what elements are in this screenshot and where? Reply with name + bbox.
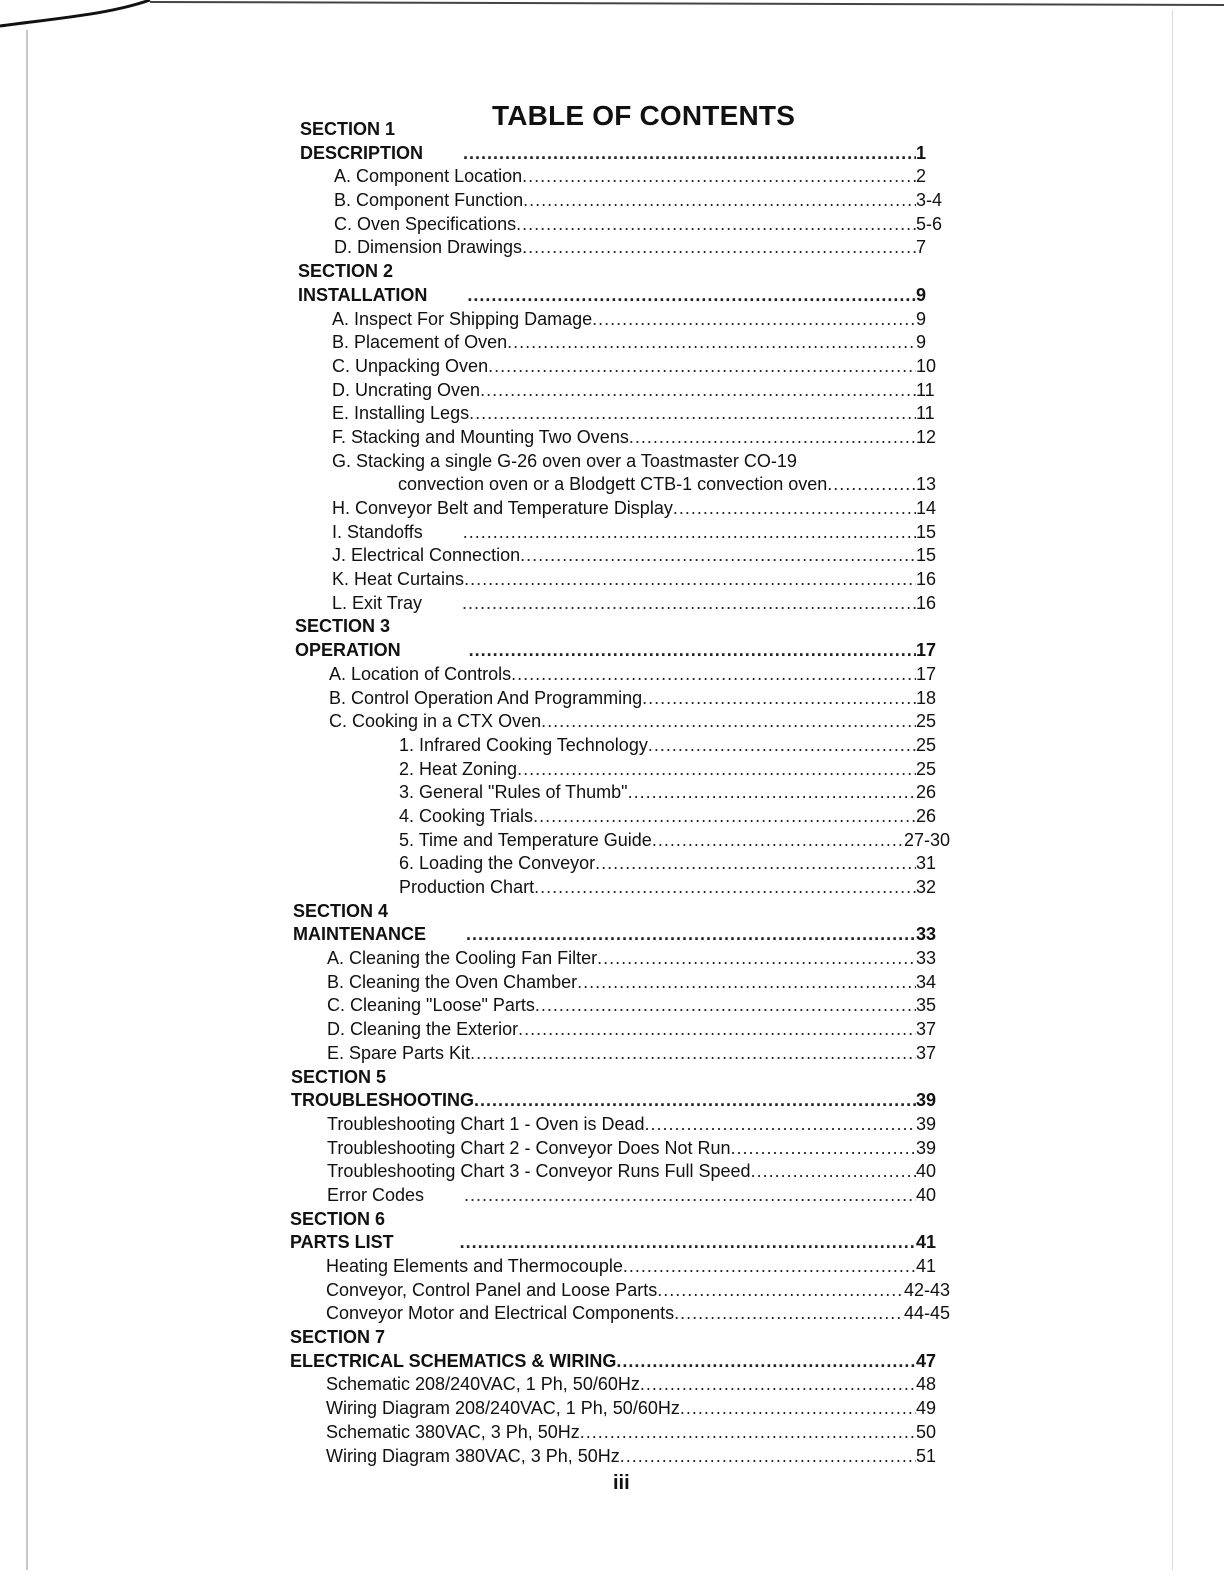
dot-leader bbox=[640, 1373, 916, 1397]
entry-page: 35 bbox=[916, 995, 937, 1016]
section-3 bbox=[295, 615, 950, 899]
dot-leader bbox=[628, 781, 916, 805]
entry-text: 1. Infrared Cooking Technology bbox=[399, 734, 648, 755]
section-heading: MAINTENANCE bbox=[293, 924, 426, 945]
dot-leader bbox=[523, 189, 916, 213]
entry-text: 5. Time and Temperature Guide bbox=[399, 829, 652, 850]
toc-entry bbox=[298, 521, 950, 545]
entry-text: Schematic 380VAC, 3 Ph, 50Hz bbox=[326, 1421, 580, 1442]
section-heading-row bbox=[300, 142, 950, 166]
dot-leader bbox=[516, 213, 916, 237]
entry-text: L. Exit Tray bbox=[332, 592, 423, 613]
entry-page: 40 bbox=[916, 1184, 937, 1205]
entry-text: C. Oven Specifications bbox=[334, 213, 517, 234]
section-page: 33 bbox=[916, 924, 937, 945]
toc-entry bbox=[290, 1421, 950, 1445]
toc-entry bbox=[295, 663, 950, 687]
dot-leader bbox=[511, 663, 916, 687]
dot-leader bbox=[507, 331, 916, 355]
section-2 bbox=[298, 260, 950, 615]
dot-leader bbox=[488, 355, 916, 379]
entry-page: 39 bbox=[916, 1113, 937, 1134]
page-title: TABLE OF CONTENTS bbox=[492, 100, 796, 131]
dot-leader bbox=[470, 1042, 916, 1066]
entry-page: 49 bbox=[916, 1398, 937, 1419]
toc-entry bbox=[295, 710, 950, 734]
dot-leader bbox=[674, 1302, 904, 1326]
section-heading-row bbox=[293, 923, 950, 947]
toc-entry bbox=[290, 1279, 950, 1303]
entry-page: 26 bbox=[916, 805, 937, 826]
dot-leader bbox=[620, 1445, 916, 1469]
entry-page: 44-45 bbox=[903, 1303, 950, 1324]
entry-text: D. Cleaning the Exterior bbox=[327, 1019, 519, 1040]
toc-entry bbox=[300, 189, 950, 213]
entry-page: 5-6 bbox=[916, 213, 943, 234]
scan-edge-left bbox=[26, 30, 28, 1570]
dot-leader bbox=[642, 687, 916, 711]
entry-text: Troubleshooting Chart 1 - Oven is Dead bbox=[327, 1113, 645, 1134]
dot-leader bbox=[460, 1231, 916, 1255]
section-heading: PARTS LIST bbox=[290, 1232, 394, 1253]
dot-leader bbox=[517, 758, 916, 782]
toc-entry bbox=[290, 1302, 950, 1326]
toc-entry bbox=[295, 781, 950, 805]
entry-text: convection oven or a Blodgett CTB-1 convection oven bbox=[398, 474, 828, 495]
entry-page: 18 bbox=[916, 687, 937, 708]
toc-entry bbox=[295, 758, 950, 782]
section-1 bbox=[300, 118, 950, 260]
table-of-contents bbox=[290, 100, 950, 1468]
entry-text: A. Cleaning the Cooling Fan Filter bbox=[327, 948, 598, 969]
dot-leader bbox=[827, 473, 916, 497]
toc-entry bbox=[298, 355, 950, 379]
toc-entry bbox=[298, 592, 950, 616]
entry-page: 51 bbox=[916, 1445, 937, 1466]
entry-page: 7 bbox=[916, 237, 927, 258]
toc-entry bbox=[295, 687, 950, 711]
dot-leader bbox=[520, 544, 916, 568]
entry-page: 11 bbox=[916, 403, 935, 424]
dot-leader bbox=[623, 1255, 916, 1279]
section-label: SECTION 6 bbox=[290, 1208, 386, 1229]
entry-page: 16 bbox=[916, 592, 937, 613]
section-label: SECTION 4 bbox=[293, 900, 389, 921]
entry-text: K. Heat Curtains bbox=[332, 569, 465, 590]
dot-leader bbox=[595, 852, 916, 876]
toc-entry bbox=[290, 1445, 950, 1469]
entry-text: Wiring Diagram 208/240VAC, 1 Ph, 50/60Hz bbox=[326, 1398, 680, 1419]
toc-entry bbox=[293, 1042, 950, 1066]
entry-page: 40 bbox=[916, 1161, 937, 1182]
entry-text: H. Conveyor Belt and Temperature Display bbox=[332, 498, 673, 518]
section-7 bbox=[290, 1326, 950, 1468]
dot-leader bbox=[541, 710, 916, 734]
dot-leader bbox=[480, 379, 916, 403]
entry-page: 2 bbox=[916, 166, 927, 187]
section-heading: INSTALLATION bbox=[298, 284, 428, 305]
dot-leader bbox=[462, 592, 916, 616]
section-page: 39 bbox=[916, 1090, 937, 1111]
entry-page: 48 bbox=[916, 1374, 937, 1395]
entry-text: Conveyor, Control Panel and Loose Parts bbox=[326, 1279, 658, 1300]
entry-page: 37 bbox=[916, 1042, 937, 1063]
section-5 bbox=[291, 1066, 950, 1208]
toc-entry bbox=[290, 1255, 950, 1279]
section-label: SECTION 5 bbox=[291, 1066, 387, 1087]
entry-page: 37 bbox=[916, 1019, 937, 1040]
toc-entry bbox=[298, 473, 950, 497]
dot-leader bbox=[464, 1184, 916, 1208]
dot-leader bbox=[645, 1113, 917, 1137]
toc-entry bbox=[298, 450, 950, 474]
toc-entry bbox=[293, 1018, 950, 1042]
entry-text: Production Chart bbox=[399, 877, 535, 897]
entry-text: B. Cleaning the Oven Chamber bbox=[327, 971, 578, 992]
entry-text: G. Stacking a single G-26 oven over a Toastmaster CO-19 bbox=[332, 450, 797, 471]
dot-leader bbox=[535, 994, 916, 1018]
section-heading: OPERATION bbox=[295, 640, 401, 661]
dot-leader bbox=[466, 923, 916, 947]
section-heading: TROUBLESHOOTING bbox=[291, 1090, 474, 1111]
entry-text: D. Uncrating Oven bbox=[332, 379, 481, 400]
toc-entry bbox=[298, 568, 950, 592]
section-heading: DESCRIPTION bbox=[300, 142, 424, 163]
entry-page: 42-43 bbox=[903, 1279, 950, 1300]
entry-text: A. Location of Controls bbox=[329, 663, 512, 684]
entry-text: E. Installing Legs bbox=[332, 403, 470, 424]
entry-text: J. Electrical Connection bbox=[332, 545, 521, 566]
entry-page: 25 bbox=[916, 758, 937, 779]
entry-page: 15 bbox=[916, 521, 937, 542]
toc-entry bbox=[290, 1373, 950, 1397]
dot-leader bbox=[467, 284, 916, 308]
entry-text: C. Unpacking Oven bbox=[332, 355, 489, 376]
section-page: 1 bbox=[916, 142, 927, 163]
entry-text: 3. General "Rules of Thumb" bbox=[399, 782, 628, 803]
toc-entry bbox=[290, 1397, 950, 1421]
toc-entry bbox=[300, 213, 950, 237]
toc-entry bbox=[295, 734, 950, 758]
entry-text: A. Inspect For Shipping Damage bbox=[332, 308, 593, 329]
entry-text: Wiring Diagram 380VAC, 3 Ph, 50Hz bbox=[326, 1445, 620, 1466]
toc-entry bbox=[298, 402, 950, 426]
entry-page: 32 bbox=[916, 877, 937, 897]
toc-entry bbox=[291, 1160, 950, 1184]
dot-leader bbox=[469, 639, 916, 663]
entry-page: 14 bbox=[916, 498, 937, 518]
dot-leader bbox=[474, 1089, 916, 1113]
entry-text: 2. Heat Zoning bbox=[399, 758, 518, 779]
entry-page: 15 bbox=[916, 545, 937, 566]
entry-page: 9 bbox=[916, 308, 927, 329]
section-heading-row bbox=[291, 1089, 950, 1113]
dot-leader bbox=[580, 1421, 916, 1445]
entry-text: E. Spare Parts Kit bbox=[327, 1042, 471, 1063]
entry-text: Troubleshooting Chart 3 - Conveyor Runs Full Speed bbox=[327, 1161, 751, 1182]
dot-leader bbox=[731, 1137, 916, 1161]
entry-text: 4. Cooking Trials bbox=[399, 805, 534, 826]
toc-entry bbox=[298, 308, 950, 332]
toc-entry bbox=[293, 994, 950, 1018]
toc-entry bbox=[293, 971, 950, 995]
entry-page: 17 bbox=[916, 663, 937, 684]
entry-text: B. Component Function bbox=[334, 190, 524, 211]
section-4 bbox=[293, 900, 950, 1066]
toc-entry bbox=[295, 829, 950, 853]
entry-text: C. Cleaning "Loose" Parts bbox=[327, 995, 535, 1016]
entry-page: 31 bbox=[916, 853, 937, 874]
entry-page: 9 bbox=[916, 332, 927, 353]
entry-text: I. Standoffs bbox=[332, 521, 423, 542]
entry-page: 12 bbox=[916, 426, 937, 447]
entry-page: 27-30 bbox=[903, 829, 950, 850]
toc-entry bbox=[298, 379, 950, 403]
entry-page: 13 bbox=[916, 474, 937, 495]
dot-leader bbox=[592, 308, 916, 332]
entry-text: Error Codes bbox=[327, 1184, 425, 1205]
section-page: 41 bbox=[916, 1232, 937, 1253]
dot-leader bbox=[463, 521, 916, 545]
section-heading-row bbox=[295, 639, 950, 663]
section-6 bbox=[290, 1208, 950, 1326]
dot-leader bbox=[518, 1018, 916, 1042]
dot-leader bbox=[616, 1350, 916, 1374]
dot-leader bbox=[533, 805, 916, 829]
dot-leader bbox=[680, 1397, 916, 1421]
toc-entry bbox=[291, 1137, 950, 1161]
section-heading-row bbox=[290, 1350, 950, 1374]
entry-text: Troubleshooting Chart 2 - Conveyor Does Not Run bbox=[327, 1137, 731, 1158]
entry-page: 16 bbox=[916, 569, 937, 590]
section-label: SECTION 1 bbox=[300, 119, 396, 139]
entry-text: B. Control Operation And Programming bbox=[329, 687, 643, 708]
entry-page: 34 bbox=[916, 971, 937, 992]
section-label: SECTION 2 bbox=[298, 261, 394, 282]
entry-page: 33 bbox=[916, 948, 937, 969]
dot-leader bbox=[652, 829, 904, 853]
entry-page: 50 bbox=[916, 1421, 937, 1442]
toc-entry bbox=[295, 805, 950, 829]
section-page: 47 bbox=[916, 1350, 937, 1371]
dot-leader bbox=[648, 734, 916, 758]
page-number: iii bbox=[613, 1472, 630, 1494]
toc-entry bbox=[293, 947, 950, 971]
entry-page: 25 bbox=[916, 734, 937, 755]
toc-entry bbox=[298, 497, 950, 521]
section-label: SECTION 3 bbox=[295, 616, 391, 637]
dot-leader bbox=[534, 876, 916, 900]
toc-entry bbox=[295, 876, 950, 900]
section-heading: ELECTRICAL SCHEMATICS & WIRING bbox=[290, 1350, 617, 1371]
toc-entry bbox=[298, 331, 950, 355]
entry-text: A. Component Location bbox=[334, 166, 523, 187]
section-heading-row bbox=[298, 284, 950, 308]
section-heading-row bbox=[290, 1231, 950, 1255]
entry-page: 41 bbox=[916, 1256, 937, 1276]
section-page: 17 bbox=[916, 640, 937, 661]
entry-text: 6. Loading the Conveyor bbox=[399, 853, 596, 874]
entry-text: C. Cooking in a CTX Oven bbox=[329, 711, 542, 732]
dot-leader bbox=[522, 165, 916, 189]
entry-page: 39 bbox=[916, 1137, 937, 1158]
entry-text: Conveyor Motor and Electrical Components bbox=[326, 1303, 675, 1324]
dot-leader bbox=[469, 402, 916, 426]
dot-leader bbox=[629, 426, 916, 450]
entry-page: 25 bbox=[916, 711, 937, 732]
dot-leader bbox=[577, 971, 916, 995]
dot-leader bbox=[463, 142, 916, 166]
toc-entry bbox=[298, 426, 950, 450]
entry-page: 11 bbox=[916, 379, 935, 400]
toc-entry bbox=[300, 165, 950, 189]
entry-page: 3-4 bbox=[916, 190, 943, 211]
section-page: 9 bbox=[916, 284, 927, 305]
scan-edge-right bbox=[1172, 10, 1173, 1570]
dot-leader bbox=[464, 568, 916, 592]
toc-entry bbox=[295, 852, 950, 876]
entry-text: D. Dimension Drawings bbox=[334, 237, 523, 258]
toc-entry bbox=[298, 544, 950, 568]
entry-page: 10 bbox=[916, 355, 937, 376]
toc-entry bbox=[291, 1113, 950, 1137]
entry-text: F. Stacking and Mounting Two Ovens bbox=[332, 426, 629, 447]
entry-text: Heating Elements and Thermocouple bbox=[326, 1256, 623, 1276]
dot-leader bbox=[597, 947, 916, 971]
toc-entry bbox=[291, 1184, 950, 1208]
entry-text: Schematic 208/240VAC, 1 Ph, 50/60Hz bbox=[326, 1374, 640, 1395]
dot-leader bbox=[657, 1279, 904, 1303]
dot-leader bbox=[673, 497, 916, 521]
scan-edge-top bbox=[0, 0, 1224, 40]
section-label: SECTION 7 bbox=[290, 1327, 386, 1348]
dot-leader bbox=[522, 236, 916, 260]
dot-leader bbox=[751, 1160, 916, 1184]
entry-text: B. Placement of Oven bbox=[332, 332, 508, 353]
toc-entry bbox=[300, 236, 950, 260]
entry-page: 26 bbox=[916, 782, 937, 803]
